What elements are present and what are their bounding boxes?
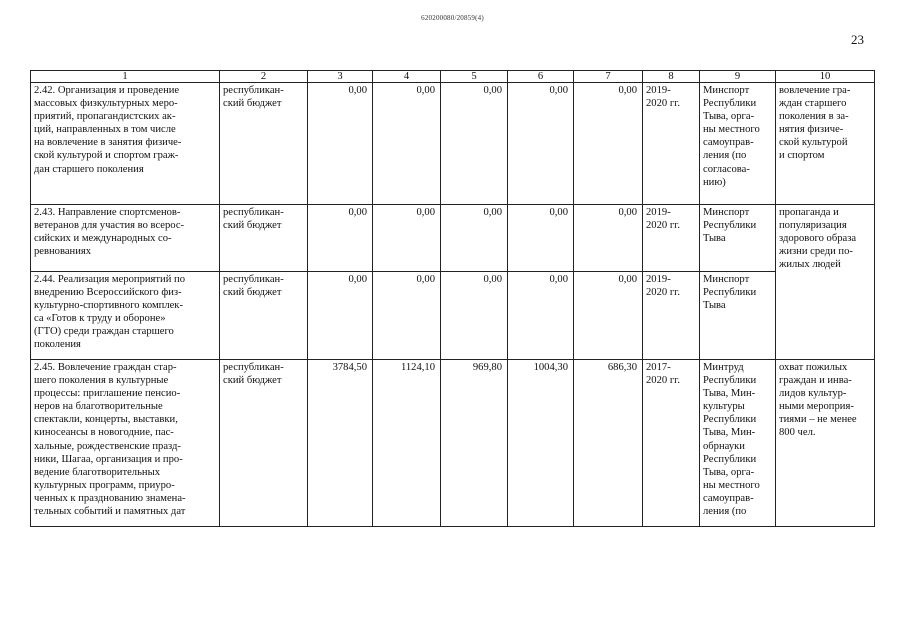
header-cell: 4: [373, 71, 441, 83]
amount-cell: 0,00: [373, 83, 441, 205]
funding-source-cell: республикан- ский бюджет: [220, 360, 308, 527]
document-id: 620200080/20859(4): [421, 14, 484, 22]
header-cell: 9: [700, 71, 776, 83]
amount-cell: 0,00: [508, 272, 574, 360]
funding-source-cell: республикан- ский бюджет: [220, 205, 308, 272]
header-cell: 5: [441, 71, 508, 83]
amount-cell: 1004,30: [508, 360, 574, 527]
amount-cell: 1124,10: [373, 360, 441, 527]
amount-cell: 0,00: [441, 272, 508, 360]
result-cell: пропаганда и популяризация здорового образа жизни среди по- жилых людей: [776, 205, 875, 360]
amount-cell: 0,00: [441, 205, 508, 272]
result-cell: охват пожилых граждан и инва- лидов культур- ными мероприя- тиями – не менее 800 чел.: [776, 360, 875, 527]
measure-cell: 2.42. Организация и проведение массовых физкультурных меро- приятий, пропагандистских ак- ций, направленных в том числе на вовлечение в занятия физиче- ской культурой и спортом граж- дан старшего поколения: [31, 83, 220, 205]
header-cell: 7: [574, 71, 643, 83]
amount-cell: 0,00: [441, 83, 508, 205]
table-row: [31, 83, 875, 205]
table-row: [31, 272, 875, 360]
amount-cell: 0,00: [373, 205, 441, 272]
measure-cell: 2.44. Реализация мероприятий по внедрению Всероссийского физ- культурно-спортивного комплек- са «Готов к труду и обороне» (ГТО) среди граждан старшего поколения: [31, 272, 220, 360]
period-cell: 2019- 2020 гг.: [643, 272, 700, 360]
result-cell: вовлечение гра- ждан старшего поколения в за- нятия физиче- ской культурой и спортом: [776, 83, 875, 205]
table-row: [31, 205, 875, 272]
amount-total-cell: 0,00: [308, 205, 373, 272]
header-cell: 8: [643, 71, 700, 83]
measure-cell: 2.45. Вовлечение граждан стар- шего поколения в культурные процессы: приглашение пенсио- неров на благотворительные спектакли, концерты, выставки, киносеансы в новогодние, пас- хальные, рождественские празд- ники, Шагаа, организация и про- ведение благотворительных культурных программ, приуро- ченных к празднованию знамена- тельных событий и памятных дат: [31, 360, 220, 527]
amount-cell: 0,00: [508, 83, 574, 205]
header-row: [31, 71, 875, 83]
amount-total-cell: 0,00: [308, 272, 373, 360]
amount-cell: 0,00: [574, 272, 643, 360]
amount-total-cell: 3784,50: [308, 360, 373, 527]
plan-table: [30, 70, 875, 527]
amount-cell: 0,00: [508, 205, 574, 272]
funding-source-cell: республикан- ский бюджет: [220, 272, 308, 360]
amount-cell: 0,00: [574, 205, 643, 272]
page-number: 23: [851, 32, 864, 47]
executor-cell: Минспорт Республики Тыва, орга- ны местного самоуправ- ления (по согласова- нию): [700, 83, 776, 205]
executor-cell: Минспорт Республики Тыва: [700, 205, 776, 272]
header-cell: 3: [308, 71, 373, 83]
amount-cell: 0,00: [373, 272, 441, 360]
amount-cell: 0,00: [574, 83, 643, 205]
table-row: [31, 360, 875, 527]
executor-cell: Минтруд Республики Тыва, Мин- культуры Республики Тыва, Мин- обрнауки Республики Тыва, орга- ны местного самоуправ- ления (по: [700, 360, 776, 527]
amount-cell: 969,80: [441, 360, 508, 527]
header-cell: 2: [220, 71, 308, 83]
header-cell: 10: [776, 71, 875, 83]
period-cell: 2019- 2020 гг.: [643, 205, 700, 272]
amount-total-cell: 0,00: [308, 83, 373, 205]
amount-cell: 686,30: [574, 360, 643, 527]
period-cell: 2017- 2020 гг.: [643, 360, 700, 527]
executor-cell: Минспорт Республики Тыва: [700, 272, 776, 360]
measure-cell: 2.43. Направление спортсменов- ветеранов для участия во всерос- сийских и международных со- ревнованиях: [31, 205, 220, 272]
header-cell: 1: [31, 71, 220, 83]
period-cell: 2019- 2020 гг.: [643, 83, 700, 205]
funding-source-cell: республикан- ский бюджет: [220, 83, 308, 205]
header-cell: 6: [508, 71, 574, 83]
